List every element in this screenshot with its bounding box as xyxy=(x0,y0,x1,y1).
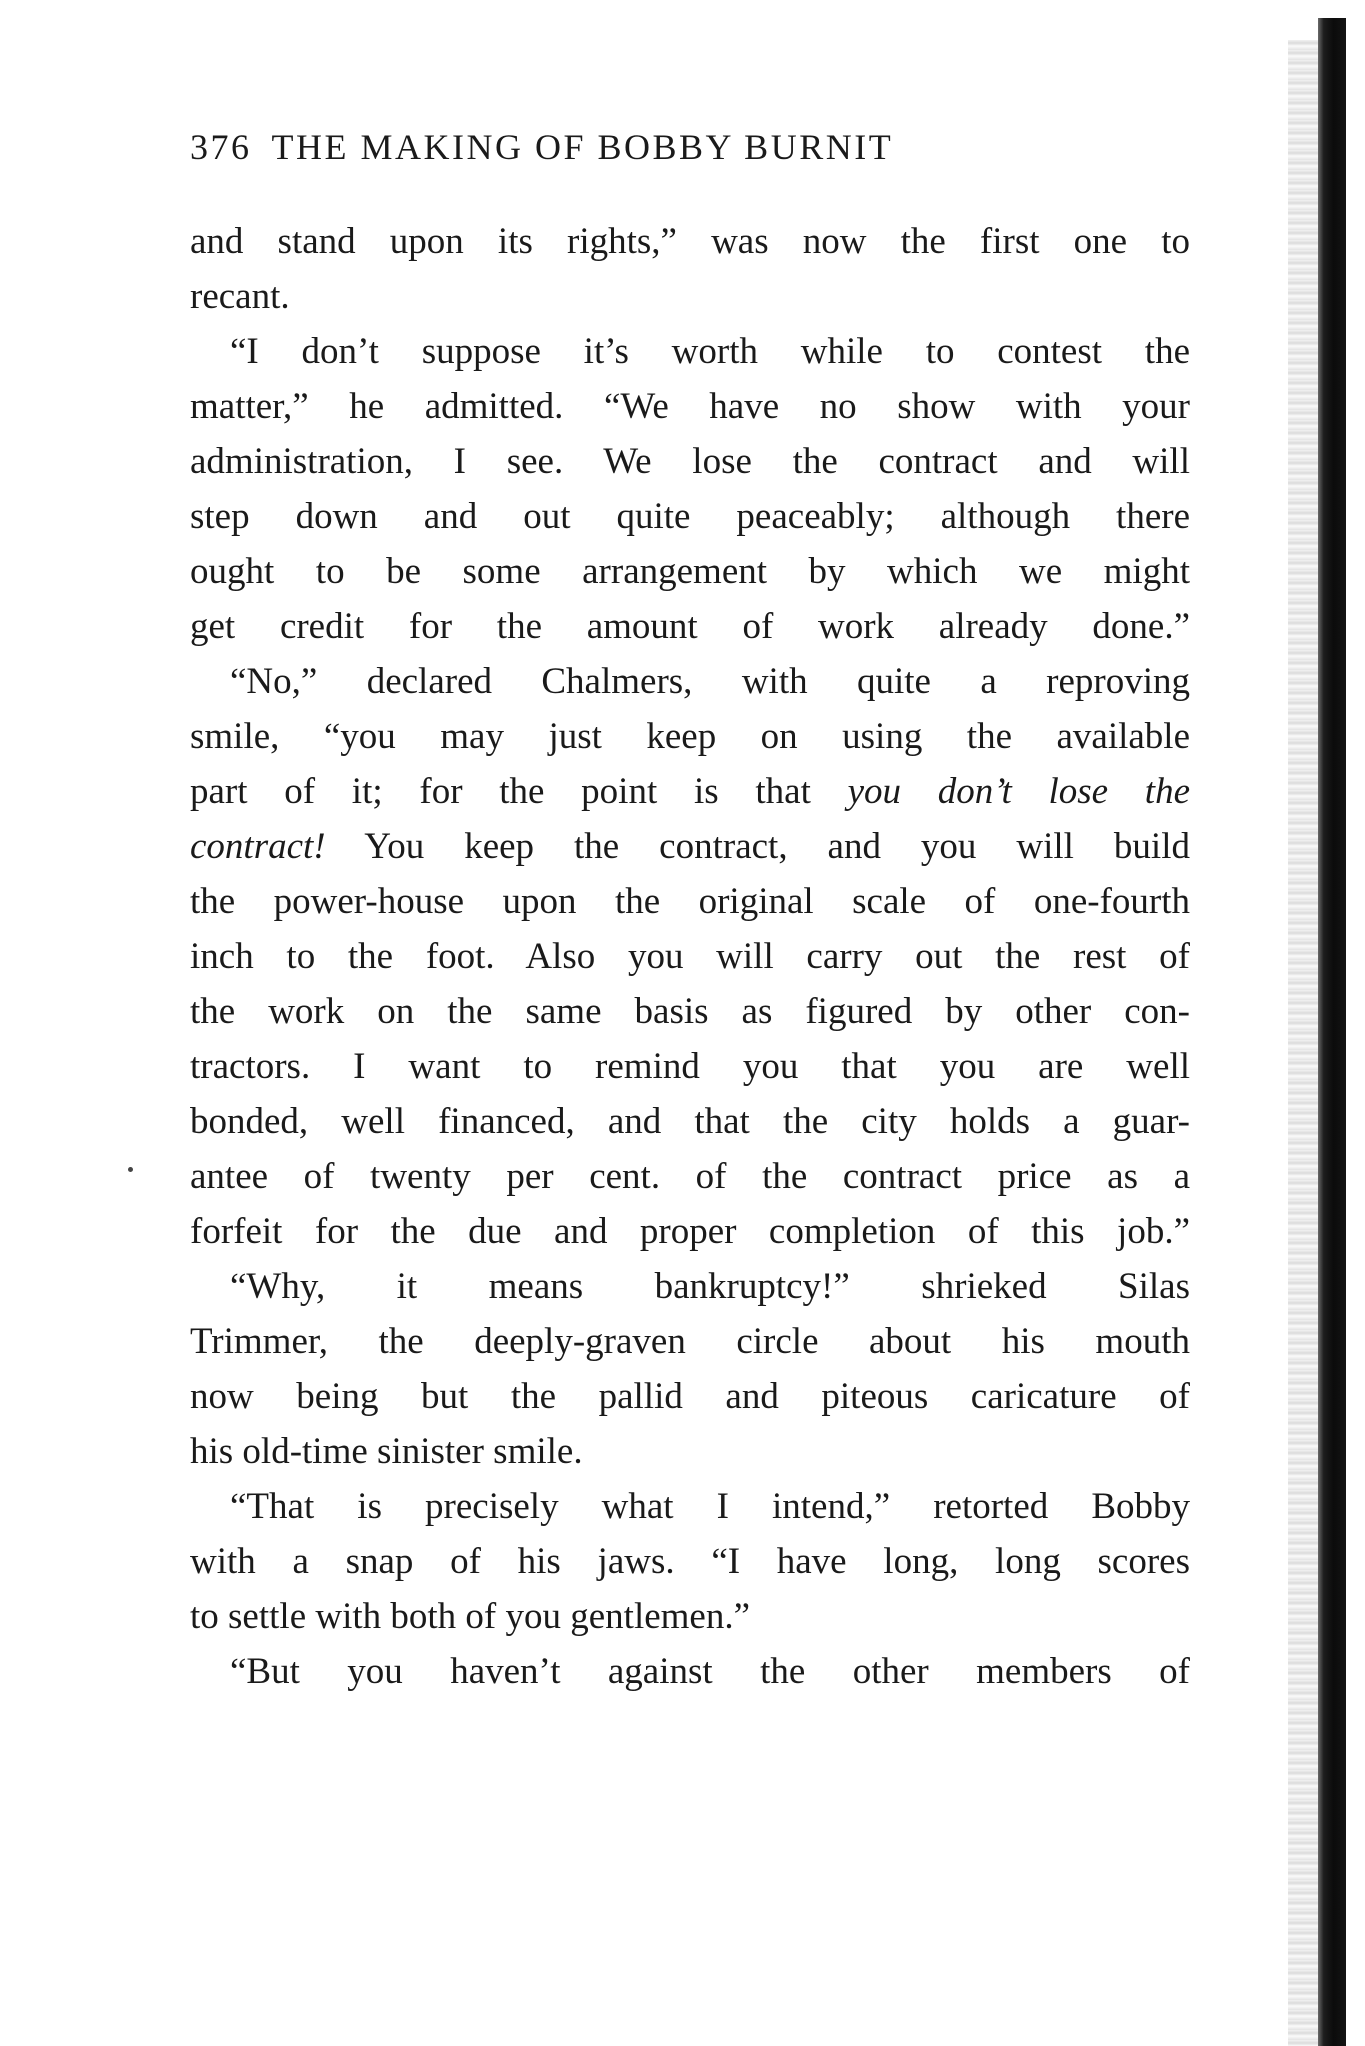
paragraph-first-line: “That is precisely what I intend,” retorted Bobby xyxy=(230,1486,1190,1527)
paragraph-first-line: “But you haven’t against the other members of xyxy=(230,1651,1190,1692)
text-line: tractors. I want to remind you that you are well xyxy=(190,1046,1190,1087)
text-line: smile, “you may just keep on using the available xyxy=(190,716,1190,757)
text-line: with a snap of his jaws. “I have long, long scores xyxy=(190,1541,1190,1582)
running-title: THE MAKING OF BOBBY BURNIT xyxy=(271,127,894,167)
text-line: get credit for the amount of work already done.” xyxy=(190,606,1190,647)
text-line xyxy=(190,764,1190,819)
body-text xyxy=(190,214,1190,1699)
running-head xyxy=(190,126,1190,168)
page-number: 376 xyxy=(190,127,252,167)
text-segment: You keep the contract, and you will build xyxy=(325,826,1190,867)
italic-text-segment: contract! xyxy=(190,826,326,867)
page-edge-shadow xyxy=(1288,40,1320,2046)
book-spine-shadow xyxy=(1318,18,1346,2046)
text-line: forfeit for the due and proper completion of this job.” xyxy=(190,1211,1190,1252)
text-line: administration, I see. We lose the contract and will xyxy=(190,441,1190,482)
paragraph-first-line: “I don’t suppose it’s worth while to contest the xyxy=(230,331,1190,372)
ink-speck xyxy=(128,1167,133,1172)
text-line: recant. xyxy=(190,276,290,317)
paragraph-first-line: “Why, it means bankruptcy!” shrieked Silas xyxy=(230,1266,1190,1307)
text-line: now being but the pallid and piteous caricature of xyxy=(190,1376,1190,1417)
text-line: the power-house upon the original scale of one-fourth xyxy=(190,881,1190,922)
text-line: his old-time sinister smile. xyxy=(190,1431,583,1472)
text-segment: part of it; for the point is that xyxy=(190,771,848,812)
text-line: step down and out quite peaceably; although there xyxy=(190,496,1190,537)
paragraph-first-line: “No,” declared Chalmers, with quite a reproving xyxy=(230,661,1190,702)
text-line: and stand upon its rights,” was now the first one to xyxy=(190,221,1190,262)
text-line: inch to the foot. Also you will carry out the rest of xyxy=(190,936,1190,977)
text-line xyxy=(190,819,1190,874)
text-line: antee of twenty per cent. of the contract price as a xyxy=(190,1156,1190,1197)
text-line: ought to be some arrangement by which we might xyxy=(190,551,1190,592)
italic-text-segment: you don’t lose the xyxy=(847,771,1191,812)
text-line: bonded, well financed, and that the city holds a guar- xyxy=(190,1101,1190,1142)
text-line: Trimmer, the deeply-graven circle about his mouth xyxy=(190,1321,1190,1362)
text-line: matter,” he admitted. “We have no show with your xyxy=(190,386,1190,427)
text-line: to settle with both of you gentlemen.” xyxy=(190,1596,751,1637)
text-line: the work on the same basis as figured by other con- xyxy=(190,991,1190,1032)
